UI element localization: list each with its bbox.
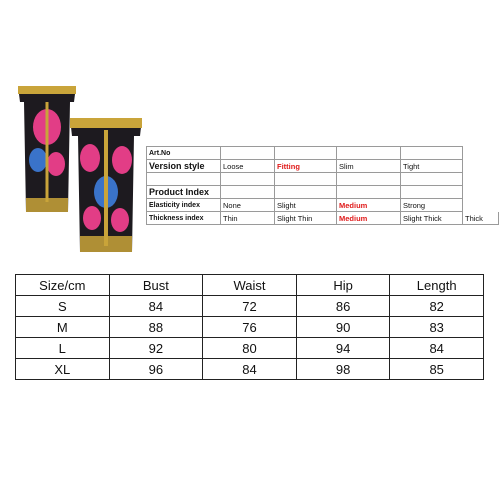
size-cell: XL — [16, 359, 110, 380]
version-style-label: Version style — [147, 160, 221, 173]
size-header-cell: Size/cm — [16, 275, 110, 296]
size-chart-header-row — [16, 275, 484, 296]
elasticity-option: Slight — [275, 199, 337, 212]
thickness-option: Thick — [463, 212, 499, 225]
thickness-option: Slight Thin — [275, 212, 337, 225]
elasticity-option-selected: Medium — [337, 199, 401, 212]
elasticity-option: None — [221, 199, 275, 212]
thickness-option-selected: Medium — [337, 212, 401, 225]
waist-header-cell: Waist — [203, 275, 297, 296]
thickness-label: Thickness index — [147, 212, 221, 225]
size-cell: L — [16, 338, 110, 359]
bust-cell: 96 — [109, 359, 203, 380]
length-cell: 84 — [390, 338, 484, 359]
elasticity-option: Strong — [401, 199, 463, 212]
version-style-option: Slim — [337, 160, 401, 173]
waist-cell: 76 — [203, 317, 297, 338]
table-row — [16, 338, 484, 359]
length-cell: 83 — [390, 317, 484, 338]
length-cell: 85 — [390, 359, 484, 380]
bust-header-cell: Bust — [109, 275, 203, 296]
product-index-row — [147, 186, 499, 199]
elasticity-row — [147, 199, 499, 212]
thickness-option: Thin — [221, 212, 275, 225]
product-index-label: Product Index — [147, 186, 221, 199]
product-spec-table — [146, 146, 499, 225]
art-no-label: Art.No — [147, 147, 221, 160]
waist-cell: 84 — [203, 359, 297, 380]
thickness-row — [147, 212, 499, 225]
table-row — [16, 296, 484, 317]
waist-cell: 72 — [203, 296, 297, 317]
length-header-cell: Length — [390, 275, 484, 296]
dress-front-image — [68, 110, 144, 260]
bust-cell: 84 — [109, 296, 203, 317]
product-photos — [10, 72, 140, 252]
size-cell: M — [16, 317, 110, 338]
size-cell: S — [16, 296, 110, 317]
art-no-row — [147, 147, 499, 160]
hip-cell: 94 — [296, 338, 390, 359]
thickness-option: Slight Thick — [401, 212, 463, 225]
length-cell: 82 — [390, 296, 484, 317]
hip-cell: 98 — [296, 359, 390, 380]
bust-cell: 88 — [109, 317, 203, 338]
table-row — [16, 317, 484, 338]
hip-cell: 90 — [296, 317, 390, 338]
table-row — [16, 359, 484, 380]
elasticity-label: Elasticity index — [147, 199, 221, 212]
bust-cell: 92 — [109, 338, 203, 359]
version-style-row — [147, 160, 499, 173]
waist-cell: 80 — [203, 338, 297, 359]
version-style-option: Tight — [401, 160, 463, 173]
hip-header-cell: Hip — [296, 275, 390, 296]
version-style-option-selected: Fitting — [275, 160, 337, 173]
size-chart-table — [15, 274, 484, 380]
spacer-row — [147, 173, 499, 186]
version-style-option: Loose — [221, 160, 275, 173]
hip-cell: 86 — [296, 296, 390, 317]
